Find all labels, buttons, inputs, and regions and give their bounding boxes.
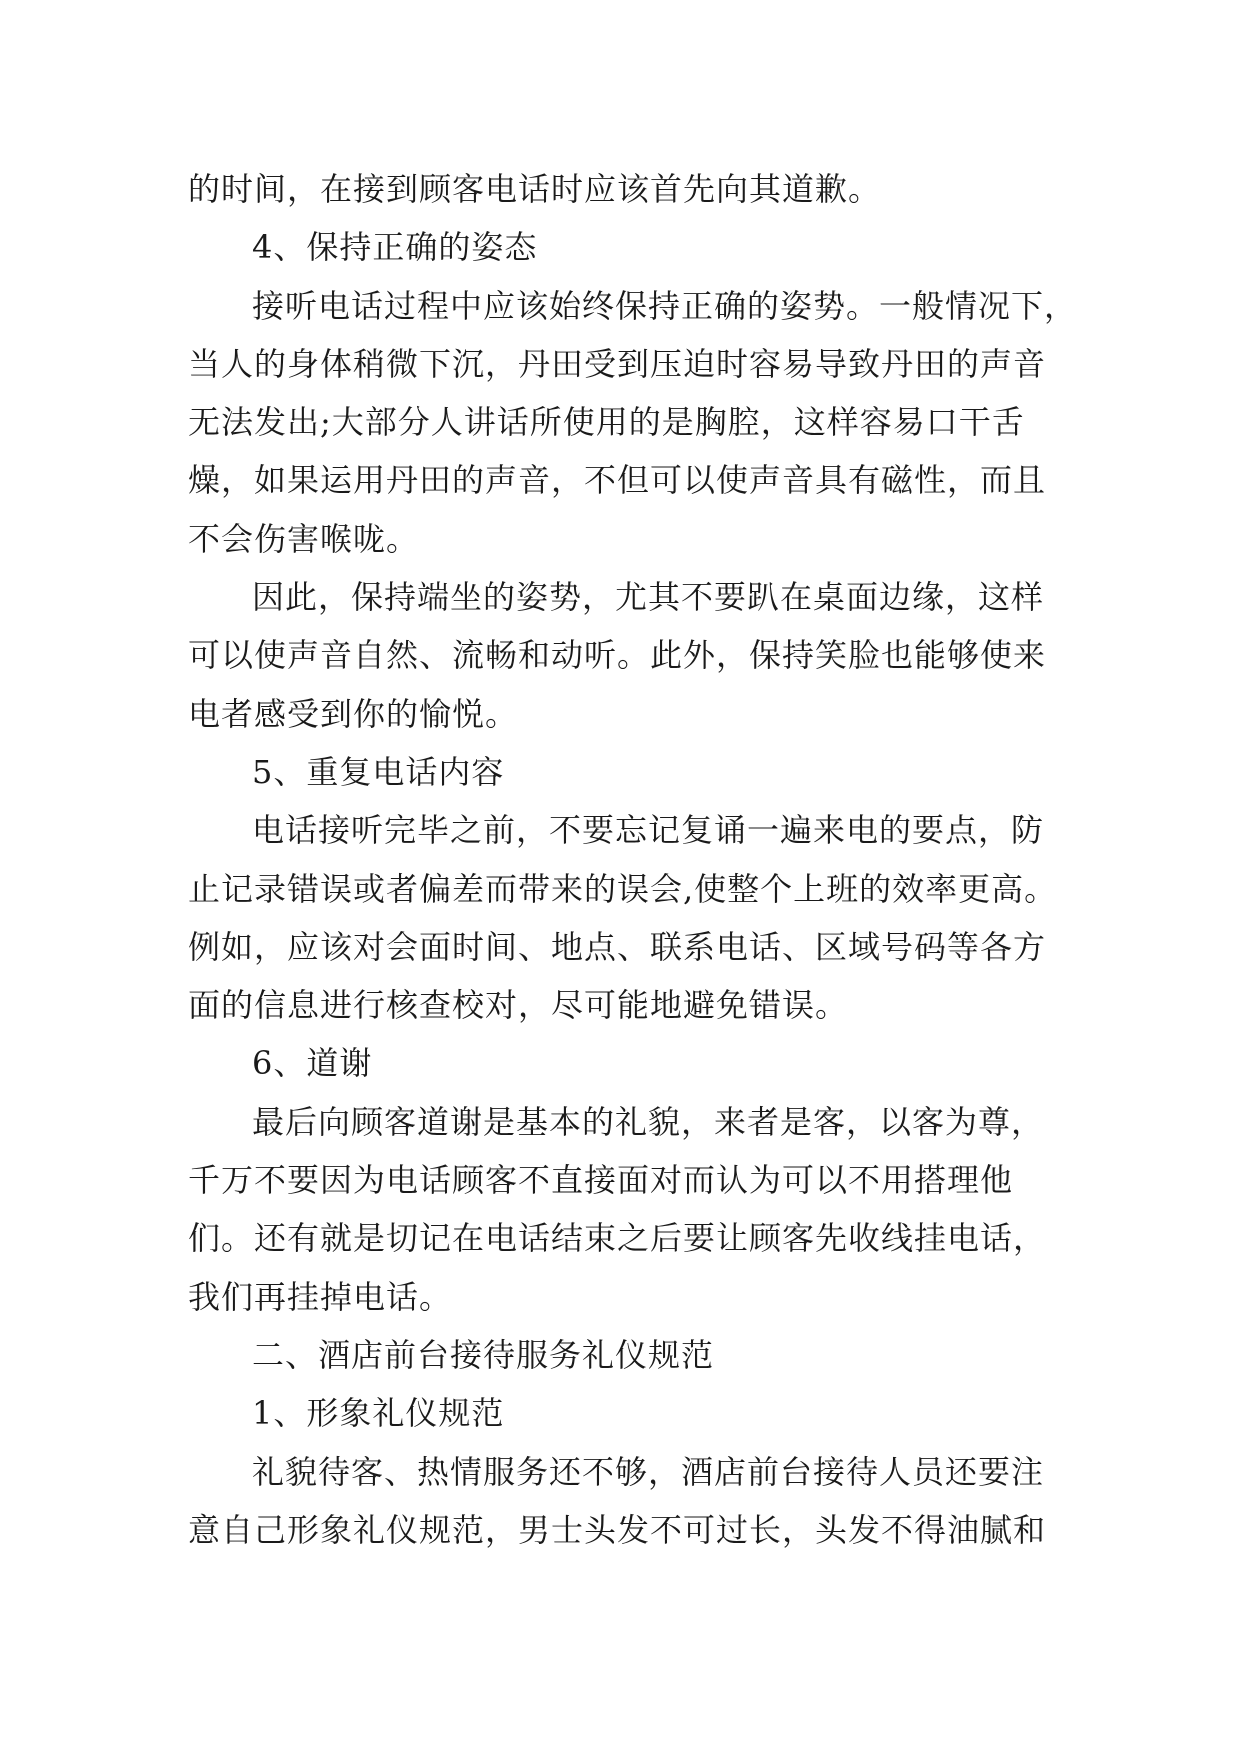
text-line: 例如，应该对会面时间、地点、联系电话、区域号码等各方 [188, 927, 1047, 966]
text-line: 意自己形象礼仪规范，男士头发不可过长，头发不得油腻和 [188, 1510, 1047, 1549]
section-heading: 4、保持正确的姿态 [252, 228, 538, 267]
text-line: 电话接听完毕之前，不要忘记复诵一遍来电的要点，防 [252, 811, 1045, 850]
text-line: 的时间，在接到顾客电话时应该首先向其道歉。 [188, 170, 882, 208]
text-line: 燥，如果运用丹田的声音，不但可以使声音具有磁性，而且 [188, 461, 1047, 500]
section-heading: 6、道谢 [252, 1044, 373, 1083]
text-line: 电者感受到你的愉悦。 [188, 694, 519, 733]
chapter-heading: 二、酒店前台接待服务礼仪规范 [252, 1335, 715, 1374]
text-line: 无法发出;大部分人讲话所使用的是胸腔，这样容易口干舌 [188, 403, 1025, 442]
text-line: 可以使声音自然、流畅和动听。此外，保持笑脸也能够使来 [188, 636, 1047, 675]
section-heading: 1、形象礼仪规范 [252, 1394, 505, 1433]
text-line: 最后向顾客道谢是基本的礼貌，来者是客，以客为尊， [252, 1102, 1045, 1141]
section-heading: 5、重复电话内容 [252, 752, 505, 791]
text-line: 们。还有就是切记在电话结束之后要让顾客先收线挂电话， [188, 1219, 1047, 1258]
text-line: 千万不要因为电话顾客不直接面对而认为可以不用搭理他 [188, 1161, 1014, 1200]
text-line: 礼貌待客、热情服务还不够，酒店前台接待人员还要注 [252, 1452, 1045, 1491]
text-line: 不会伤害喉咙。 [188, 519, 420, 558]
text-line: 当人的身体稍微下沉，丹田受到压迫时容易导致丹田的声音 [188, 344, 1047, 383]
text-line: 因此，保持端坐的姿势，尤其不要趴在桌面边缘，这样 [252, 578, 1045, 617]
text-line: 止记录错误或者偏差而带来的误会,使整个上班的效率更高。 [188, 869, 1058, 908]
text-line: 我们再挂掉电话。 [188, 1277, 453, 1316]
text-line: 接听电话过程中应该始终保持正确的姿势。一般情况下， [252, 286, 1078, 325]
text-line: 面的信息进行核查校对，尽可能地避免错误。 [188, 986, 849, 1025]
document-body [188, 160, 1078, 1559]
